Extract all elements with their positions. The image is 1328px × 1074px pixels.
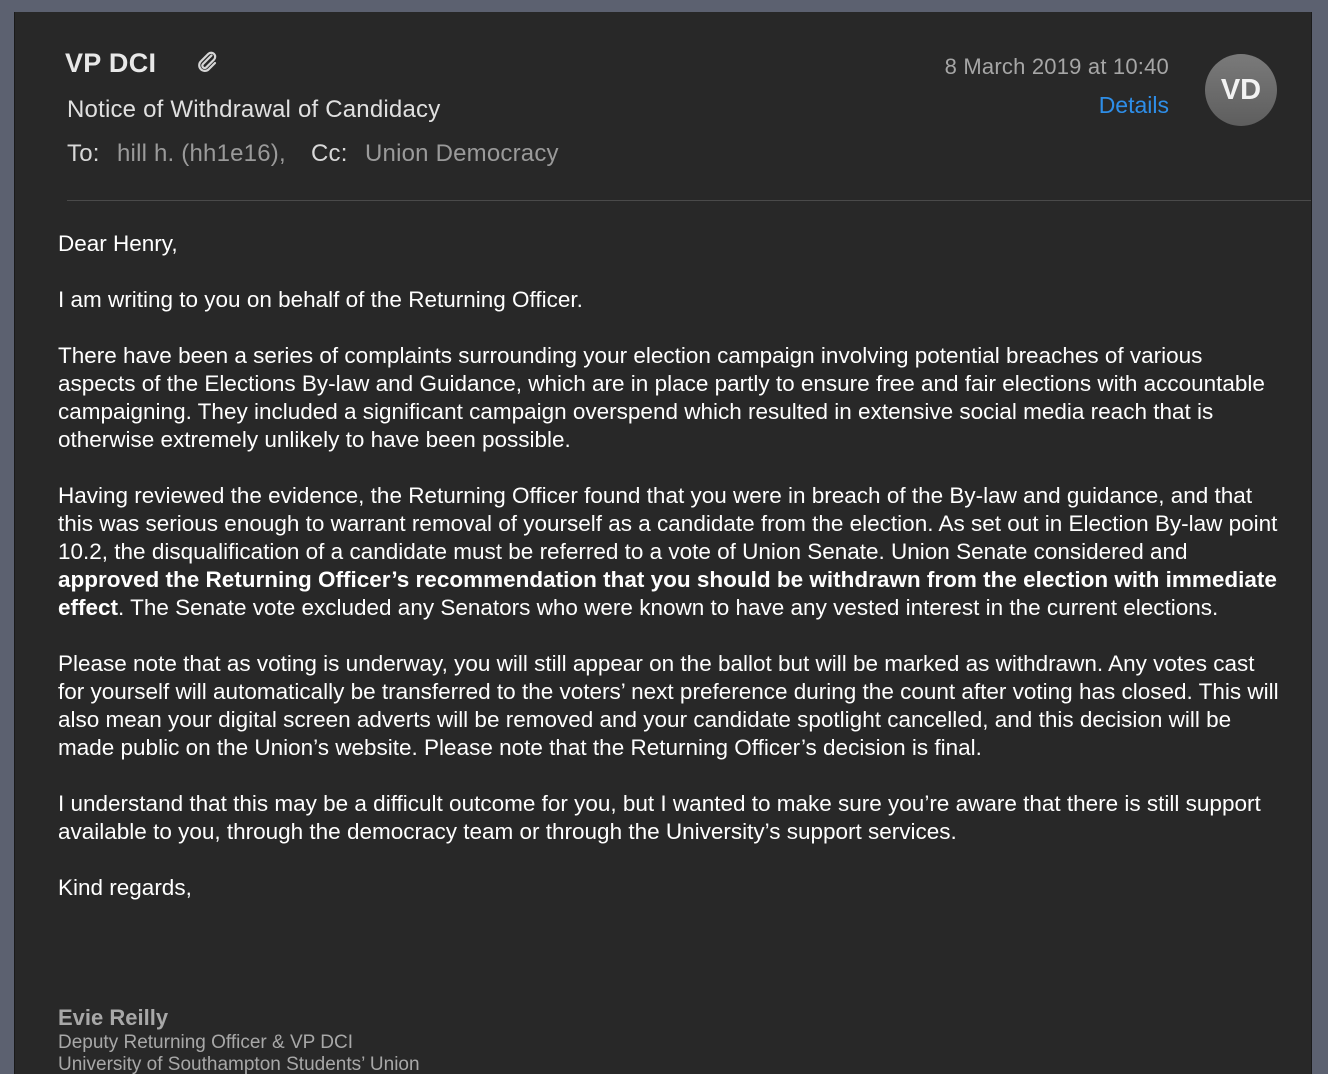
closing: Kind regards, [58,875,192,900]
details-link[interactable]: Details [1098,92,1169,118]
paragraph-3 [58,482,1283,622]
avatar[interactable] [1205,54,1277,126]
paperclip-icon[interactable] [195,50,219,76]
paragraph-3-end: . The Senate vote excluded any Senators who were known to have any vested interest in the current elections. [118,595,1219,620]
paragraph-3-start: Having reviewed the evidence, the Returning Officer found that you were in breach of the By-law and guidance, and that this was serious enough to warrant removal of yourself as a candidate from the election. As set out in Election By-law point 10.2, the disqualification of a candidate must be referred to a vote of Union Senate. Union Senate considered and [58,483,1278,564]
paragraph-1: I am writing to you on behalf of the Returning Officer. [58,287,583,312]
paragraph-5: I understand that this may be a difficult outcome for you, but I wanted to make sure you’re aware that there is still support available to you, through the democracy team or through the University’s support services. [58,791,1261,844]
signature-name: Evie Reilly [58,1005,169,1030]
signature [58,1004,420,1074]
cc-recipient[interactable]: Union Democracy [365,140,559,167]
cc-label: Cc: [311,140,348,167]
sender-name[interactable]: VP DCI [65,48,157,78]
paragraph-3-emphasis: approved the Returning Officer’s recommendation that you should be withdrawn from the election with immediate effect [58,567,1277,620]
signature-title: Deputy Returning Officer & VP DCI [58,1032,353,1053]
to-label: To: [67,140,100,167]
avatar-initials: VD [1220,73,1262,106]
email-date: 8 March 2019 at 10:40 [944,54,1169,79]
paragraph-4: Please note that as voting is underway, you will still appear on the ballot but will be marked as withdrawn. Any votes cast for yourself will automatically be transferred to the voters’ next preference during the count after voting has closed. This will also mean your digital screen adverts will be removed and your candidate spotlight cancelled, and this decision will be made public on the Union’s website. Please note that the Returning Officer’s decision is final. [58,651,1279,760]
email-subject: Notice of Withdrawal of Candidacy [67,96,441,123]
email-window [14,12,1312,1074]
greeting: Dear Henry, [58,231,178,256]
email-body [58,230,1283,930]
header-divider [67,200,1311,201]
paragraph-2: There have been a series of complaints surrounding your election campaign involving potential breaches of various aspects of the Elections By-law and Guidance, which are in place partly to ensure free and fair elections with accountable campaigning. They included a significant campaign overspend which resulted in extensive social media reach that is otherwise extremely unlikely to have been possible. [58,343,1265,452]
to-recipient[interactable]: hill h. (hh1e16), [117,140,286,167]
signature-organisation: University of Southampton Students’ Union [58,1054,420,1074]
